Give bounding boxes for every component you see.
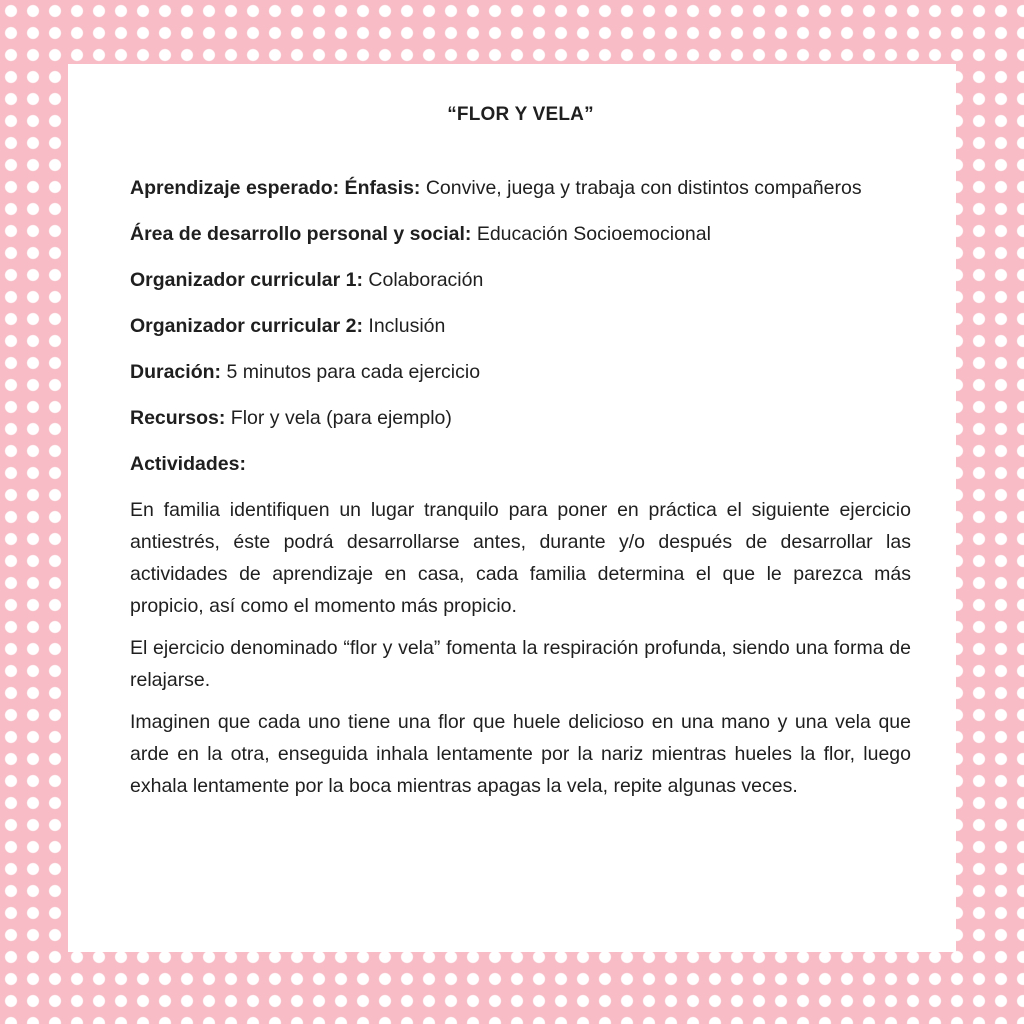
field-label: Duración: bbox=[130, 361, 222, 383]
activity-paragraph-2: El ejercicio denominado “flor y vela” fomenta la respiración profunda, siendo una forma de relajarse. bbox=[130, 637, 911, 691]
field-value: Inclusión bbox=[368, 315, 446, 337]
field-organizador-2 bbox=[130, 310, 911, 342]
field-value: Convive, juega y trabaja con distintos compañeros bbox=[425, 177, 862, 199]
field-aprendizaje-esperado bbox=[130, 172, 911, 204]
field-recursos bbox=[130, 402, 911, 434]
field-organizador-1 bbox=[130, 264, 911, 296]
field-area-desarrollo bbox=[130, 218, 911, 250]
field-duracion bbox=[130, 356, 911, 388]
field-label: Área de desarrollo personal y social: bbox=[130, 223, 472, 245]
document-page bbox=[68, 64, 956, 952]
field-label: Organizador curricular 1: bbox=[130, 269, 363, 291]
field-value: Educación Socioemocional bbox=[476, 223, 711, 245]
field-value: Flor y vela (para ejemplo) bbox=[230, 407, 452, 429]
field-value: 5 minutos para cada ejercicio bbox=[226, 361, 481, 383]
activities-heading bbox=[130, 448, 911, 480]
field-value: Colaboración bbox=[368, 269, 484, 291]
activity-paragraph-1: En familia identifiquen un lugar tranquilo para poner en práctica el siguiente ejercicio antiestrés, éste podrá desarrollarse antes, durante y/o después de desarrollar las actividades de aprendizaje en casa, cada familia determina el que le parezca más propicio, así como el momento más propicio. bbox=[130, 499, 911, 617]
field-label: Organizador curricular 2: bbox=[130, 315, 363, 337]
document-title: “FLOR Y VELA” bbox=[447, 104, 594, 125]
field-label: Recursos: bbox=[130, 407, 226, 429]
activities-heading-label: Actividades: bbox=[130, 453, 246, 475]
field-label: Aprendizaje esperado: Énfasis: bbox=[130, 177, 421, 199]
activity-paragraph-3: Imaginen que cada uno tiene una flor que huele delicioso en una mano y una vela que arde en la otra, enseguida inhala lentamente por la nariz mientras hueles la flor, luego exhala lentamente por la boca mientras apagas la vela, repite algunas veces. bbox=[130, 711, 911, 797]
